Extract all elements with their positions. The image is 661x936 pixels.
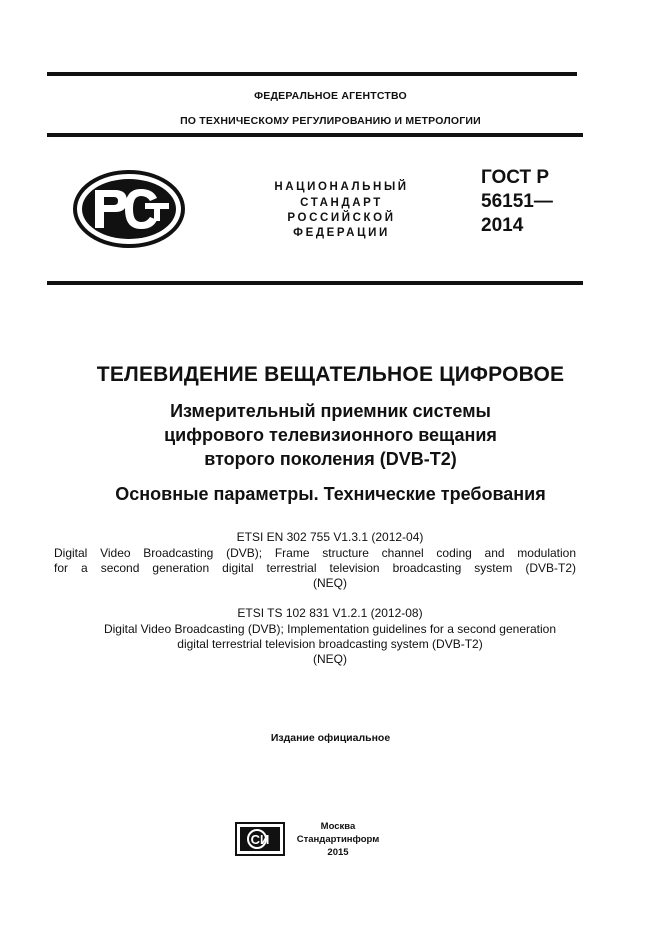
gost-line-2: 56151— bbox=[481, 191, 553, 212]
edition-label: Издание официальное bbox=[270, 732, 391, 744]
document-title: ТЕЛЕВИДЕНИЕ ВЕЩАТЕЛЬНОЕ ЦИФРОВОЕ bbox=[96, 363, 565, 386]
gost-line-3: 2014 bbox=[481, 215, 524, 236]
reference-1-desc-line-2: for a second generation digital terrestrial television broadcasting system (DVB-T2) bbox=[54, 561, 576, 575]
reference-2-status: (NEQ) bbox=[313, 652, 347, 666]
reference-1-code: ETSI EN 302 755 V1.3.1 (2012-04) bbox=[236, 530, 424, 544]
publisher-name: Стандартинформ bbox=[296, 834, 380, 845]
agency-line-2: ПО ТЕХНИЧЕСКОМУ РЕГУЛИРОВАНИЮ И МЕТРОЛОГИИ bbox=[180, 115, 481, 127]
reference-1-status: (NEQ) bbox=[313, 576, 347, 590]
reference-2-desc-line-2: digital terrestrial television broadcasting system (DVB-T2) bbox=[177, 637, 483, 651]
publisher-city: Москва bbox=[320, 821, 356, 832]
national-standard-line-4: ФЕДЕРАЦИИ bbox=[293, 227, 390, 239]
reference-2-desc-line-1: Digital Video Broadcasting (DVB); Implementation guidelines for a second generation bbox=[103, 622, 557, 636]
national-standard-line-2: СТАНДАРТ bbox=[300, 197, 383, 209]
subtitle-line-2: цифрового телевизионного вещания bbox=[164, 425, 497, 445]
header-bottom-rule bbox=[47, 281, 583, 285]
reference-2-code: ETSI TS 102 831 V1.2.1 (2012-08) bbox=[237, 606, 423, 620]
agency-line-1: ФЕДЕРАЛЬНОЕ АГЕНТСТВО bbox=[254, 90, 407, 102]
reference-1-desc-line-1: Digital Video Broadcasting (DVB); Frame structure channel coding and modulation bbox=[54, 546, 576, 560]
national-standard-line-3: РОССИЙСКОЙ bbox=[287, 212, 396, 224]
national-standard-line-1: НАЦИОНАЛЬНЫЙ bbox=[274, 181, 409, 193]
parameters-title: Основные параметры. Технические требования bbox=[115, 484, 546, 504]
publisher-logo-text: СИ bbox=[250, 832, 270, 847]
top-rule bbox=[47, 72, 577, 76]
rst-certification-mark-icon bbox=[73, 170, 185, 248]
publisher-year: 2015 bbox=[327, 847, 349, 858]
middle-rule bbox=[47, 133, 583, 137]
subtitle-line-3: второго поколения (DVB-T2) bbox=[204, 449, 457, 469]
subtitle-line-1: Измерительный приемник системы bbox=[170, 401, 491, 421]
gost-line-1: ГОСТ Р bbox=[481, 167, 550, 188]
standartinform-logo-icon bbox=[235, 822, 285, 856]
